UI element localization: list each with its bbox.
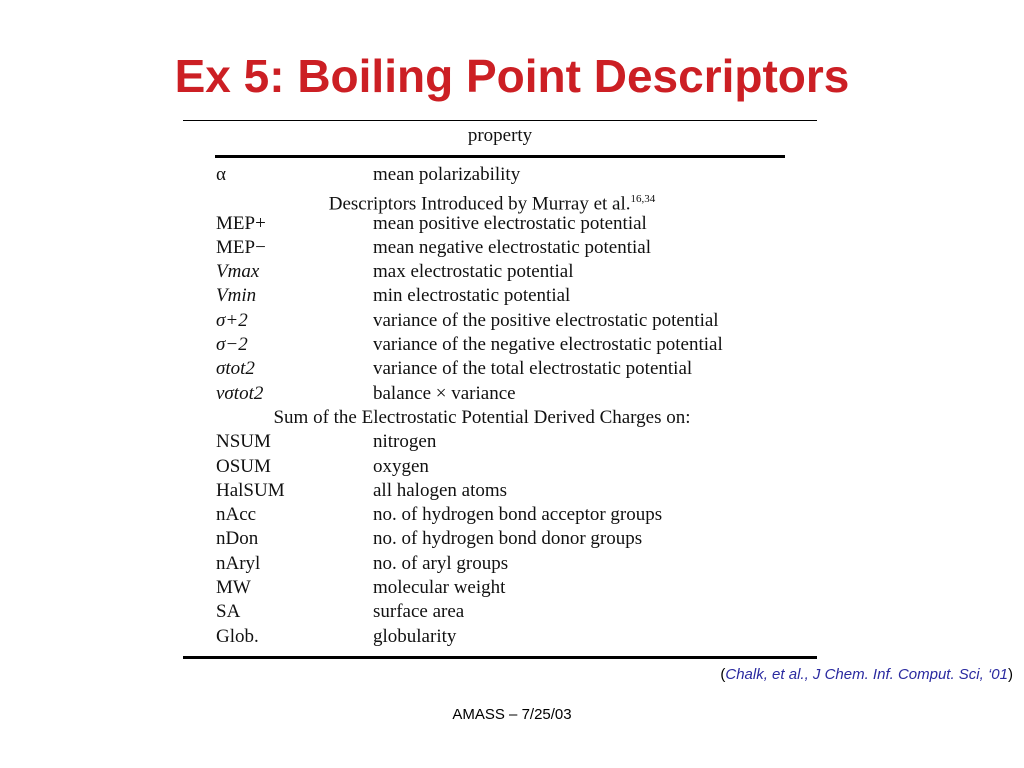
row-symbol: SA [216,601,241,623]
row-symbol: Vmax [216,261,260,283]
slide-title: Ex 5: Boiling Point Descriptors [174,50,850,102]
row-symbol: σ+2 [216,309,248,331]
row-symbol: σ−2 [216,334,248,356]
section-text: Descriptors Introduced by Murray et al. [328,193,631,215]
table-section-row [183,187,817,215]
row-description: no. of aryl groups [373,552,509,574]
section-label: Sum of the Electrostatic Potential Derived Charges on: [273,406,691,428]
row-symbol: nAcc [216,504,257,526]
descriptor-table [183,119,817,663]
section-reference: 16,34 [630,193,656,206]
row-description: globularity [373,625,457,647]
row-symbol: α [216,164,226,185]
row-description: variance of the positive electrostatic potential [373,309,719,331]
row-symbol: Vmin [216,285,257,307]
row-symbol: νσtot2 [216,382,264,404]
citation-text: Chalk, et al., J Chem. Inf. Comput. Sci, ‘01 [725,666,1008,683]
row-description: no. of hydrogen bond acceptor groups [373,504,663,526]
row-symbol: HalSUM [216,479,285,501]
table-row [183,333,817,357]
row-symbol: nAryl [216,552,261,574]
row-description: variance of the total electrostatic potential [373,358,693,380]
table-row [183,357,817,381]
row-description: mean polarizability [373,164,521,185]
table-row [183,284,817,308]
row-symbol: NSUM [216,431,271,453]
table-row [183,163,817,187]
table-row [183,552,817,576]
citation [720,666,1013,683]
citation-open: ( [720,666,726,683]
table-row [183,309,817,333]
row-description: surface area [373,601,465,623]
row-description: mean positive electrostatic potential [373,212,647,234]
table-row [183,382,817,406]
table-row [183,455,817,479]
row-description: nitrogen [373,431,437,453]
row-description: no. of hydrogen bond donor groups [373,528,643,550]
row-symbol: σtot2 [216,358,255,380]
table-top-rule [183,120,817,121]
row-description: oxygen [373,455,429,477]
row-description: all halogen atoms [373,479,508,501]
table-row [183,600,817,624]
table-row [183,503,817,527]
table-row [183,260,817,284]
citation-close: ) [1008,666,1013,683]
row-description: variance of the negative electrostatic potential [373,334,723,356]
row-description: max electrostatic potential [373,261,574,283]
row-symbol: MEP+ [216,212,266,234]
table-row [183,576,817,600]
row-symbol: MW [216,577,251,599]
row-description: molecular weight [373,577,506,599]
table-bottom-rule [183,656,817,659]
table-row [183,430,817,454]
table-row [183,479,817,503]
table-row [183,625,817,649]
row-description: min electrostatic potential [373,285,571,307]
row-description: mean negative electrostatic potential [373,236,652,258]
table-row [183,527,817,551]
row-description: balance × variance [373,382,516,404]
table-header-property: property [467,125,533,146]
table-body [183,163,817,649]
table-section-row [183,406,817,430]
table-row [183,236,817,260]
table-row [183,212,817,236]
row-symbol: nDon [216,528,259,550]
table-header-rule [215,155,785,158]
row-symbol: OSUM [216,455,271,477]
row-symbol: MEP− [216,236,266,258]
row-symbol: Glob. [216,625,259,647]
slide-footer: AMASS – 7/25/03 [452,706,572,723]
